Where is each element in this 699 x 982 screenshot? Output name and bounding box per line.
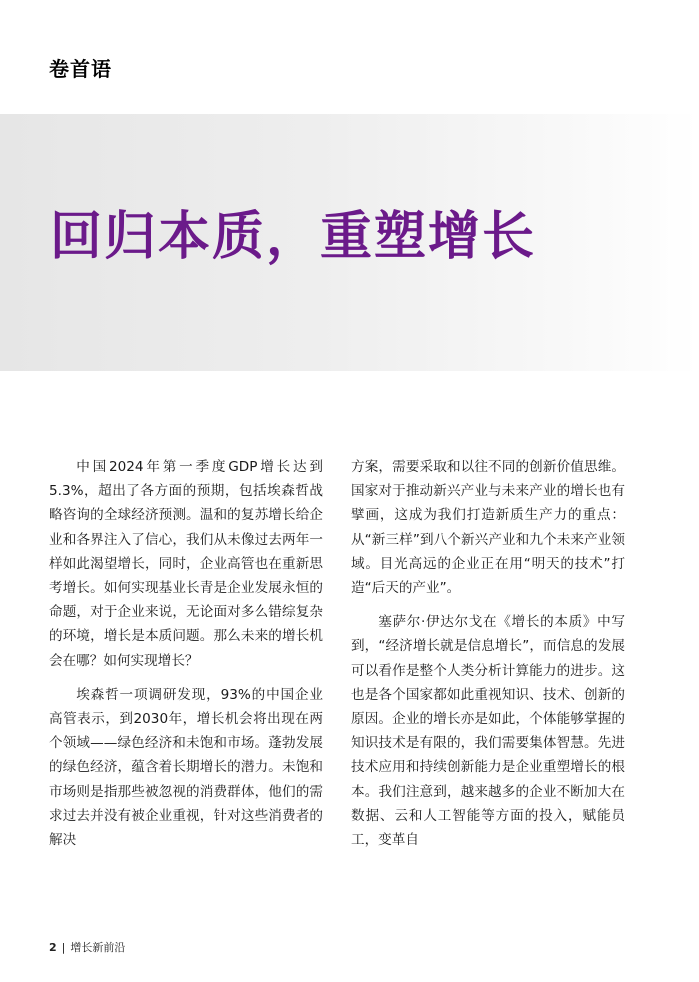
- paragraph: 埃森哲一项调研发现，93%的中国企业高管表示，到2030年，增长机会将出现在两个领域——绿色经济和未饱和市场。蓬勃发展的绿色经济，蕴含着长期增长的潜力。未饱和市场则是指那些被忽视的消费群体，他们的需求过去并没有被企业重视，针对这些消费者的解决: [49, 686, 323, 849]
- paragraph-continued: 方案，需要采取和以往不同的创新价值思维。国家对于推动新兴产业与未来产业的增长也有擘画，这成为我们打造新质生产力的重点：从“新三样”到八个新兴产业和九个未来产业领域。目光高远的企业正在用“明天的技术”打造“后天的产业”。: [351, 459, 625, 597]
- page-number: 2: [49, 941, 57, 954]
- page-title: 回归本质，重塑增长: [50, 207, 537, 267]
- paragraph: 塞萨尔·伊达尔戈在《增长的本质》中写到，“经济增长就是信息增长”，而信息的发展可以看作是整个人类分析计算能力的进步。这也是各个国家都如此重视知识、技术、创新的原因。企业的增长亦是如此，个体能够掌握的知识技术是有限的，我们需要集体智慧。先进技术应用和持续创新能力是企业重塑增长的根本。我们注意到，越来越多的企业不断加大在数据、云和人工智能等方面的投入，赋能员工，变革自: [351, 614, 625, 849]
- paragraph: 中国2024年第一季度GDP增长达到5.3%，超出了各方面的预期，包括埃森哲战略咨询的全球经济预测。温和的复苏增长给企业和各界注入了信心，我们从未像过去两年一样如此渴望增长，同时，企业高管也在重新思考增长。如何实现基业长青是企业发展永恒的命题，对于企业来说，无论面对多么错综复杂的环境，增长是本质问题。那么未来的增长机会在哪？如何实现增长？: [49, 459, 323, 669]
- hero-banner: [0, 114, 699, 371]
- publication-name: 增长新前沿: [70, 941, 126, 954]
- page-footer: [49, 941, 125, 955]
- footer-separator: |: [61, 941, 66, 954]
- section-label: 卷首语: [49, 57, 112, 81]
- right-text-column: [351, 455, 625, 862]
- left-text-column: [49, 455, 323, 862]
